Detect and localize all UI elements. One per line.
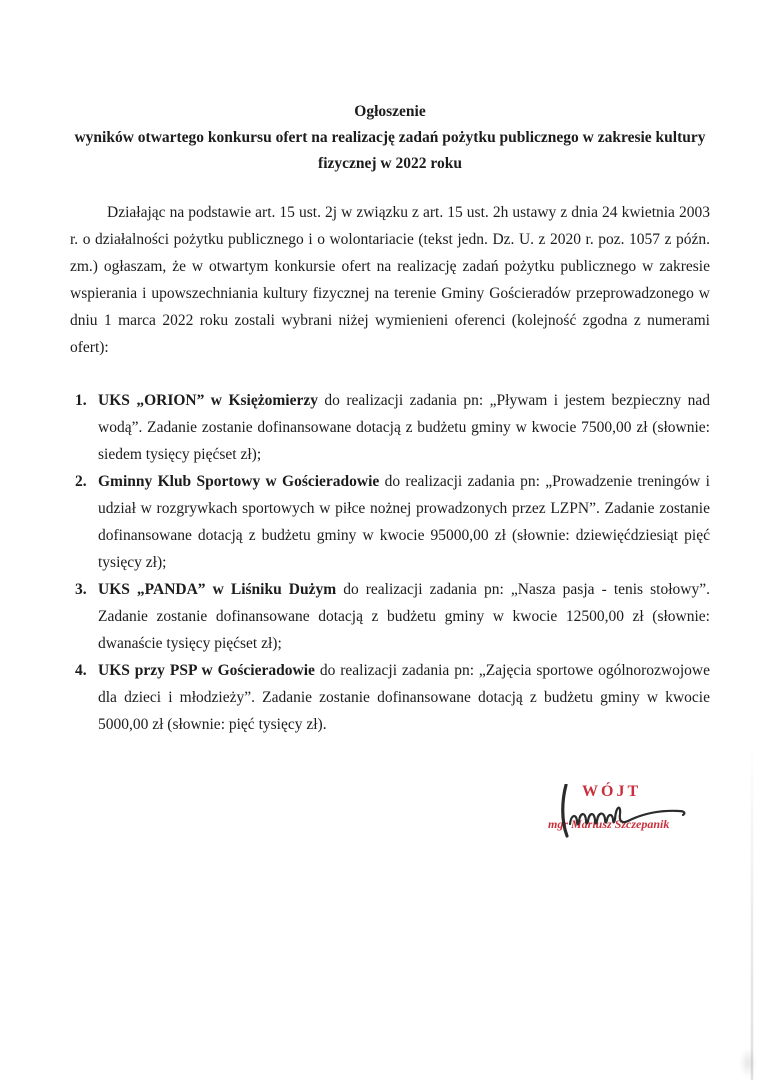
document-content xyxy=(70,0,710,738)
list-item-number: 1. xyxy=(75,392,87,409)
award-list-item xyxy=(75,387,710,468)
title-line-3: fizycznej w 2022 roku xyxy=(318,155,462,172)
list-item-organization: UKS przy PSP w Gościeradowie xyxy=(98,662,315,679)
scan-smudge-artifact xyxy=(740,1048,756,1078)
list-item-organization: Gminny Klub Sportowy w Gościeradowie xyxy=(98,473,380,490)
stamp-role-text: WÓJT xyxy=(582,783,642,800)
title-line-1: Ogłoszenie xyxy=(354,103,426,120)
stamp-name-text: mgr Mariusz Szczepanik xyxy=(548,817,670,831)
signature-block xyxy=(548,782,728,852)
list-item-organization: UKS „ORION” w Księżomierzy xyxy=(98,392,318,409)
list-item-number: 3. xyxy=(75,581,87,598)
list-item-number: 4. xyxy=(75,662,87,679)
award-list-item xyxy=(75,576,710,657)
list-item-number: 2. xyxy=(75,473,87,490)
title-line-2: wyników otwartego konkursu ofert na realizację zadań pożytku publicznego w zakresie kultury xyxy=(74,129,706,146)
award-list-item xyxy=(75,468,710,576)
intro-paragraph: Działając na podstawie art. 15 ust. 2j w związku z art. 15 ust. 2h ustawy z dnia 24 kwietnia 2003 r. o działalności pożytku publicznego i o wolontariacie (tekst jedn. Dz. U. z 2020 r. poz. 1057 z późn. zm.) ogłaszam, że w otwartym konkursie ofert na realizację zadań pożytku publicznego w zakresie wspierania i upowszechniania kultury fizycznej na terenie Gminy Gościeradów przeprowadzonego w dniu 1 marca 2022 roku zostali wybrani niżej wymienieni oferenci (kolejność zgodna z numerami ofert): xyxy=(70,204,710,356)
document-title xyxy=(70,0,710,177)
award-list-item xyxy=(75,657,710,738)
list-item-description: do realizacji zadania pn: „Nasza pasja - tenis stołowy”. Zadanie zostanie dofinansowane dotacją z budżetu gminy w kwocie 12500,00 zł (słownie: dwanaście tysięcy pięćset zł); xyxy=(98,581,710,652)
scan-edge-artifact xyxy=(751,738,753,1080)
list-item-organization: UKS „PANDA” w Liśniku Dużym xyxy=(98,581,337,598)
award-list xyxy=(75,387,710,738)
list-item-description: do realizacji zadania pn: „Zajęcia sportowe ogólnorozwojowe dla dzieci i młodzieży”. Zadanie zostanie dofinansowane dotacją z budżetu gminy w kwocie 5000,00 zł (słownie: pięć tysięcy zł). xyxy=(98,662,711,733)
list-item-description: do realizacji zadania pn: „Pływam i jestem bezpieczny nad wodą”. Zadanie zostanie dofinansowane dotacją z budżetu gminy w kwocie 7500,00 zł (słownie: siedem tysięcy pięćset zł); xyxy=(98,392,710,463)
list-item-description: do realizacji zadania pn: „Prowadzenie treningów i udział w rozgrywkach sportowych w piłce nożnej prowadzonych przez LZPN”. Zadanie zostanie dofinansowane dotacją z budżetu gminy w kwocie 95000,00 zł (słownie: dziewięćdziesiąt pięć tysięcy zł); xyxy=(98,473,710,571)
